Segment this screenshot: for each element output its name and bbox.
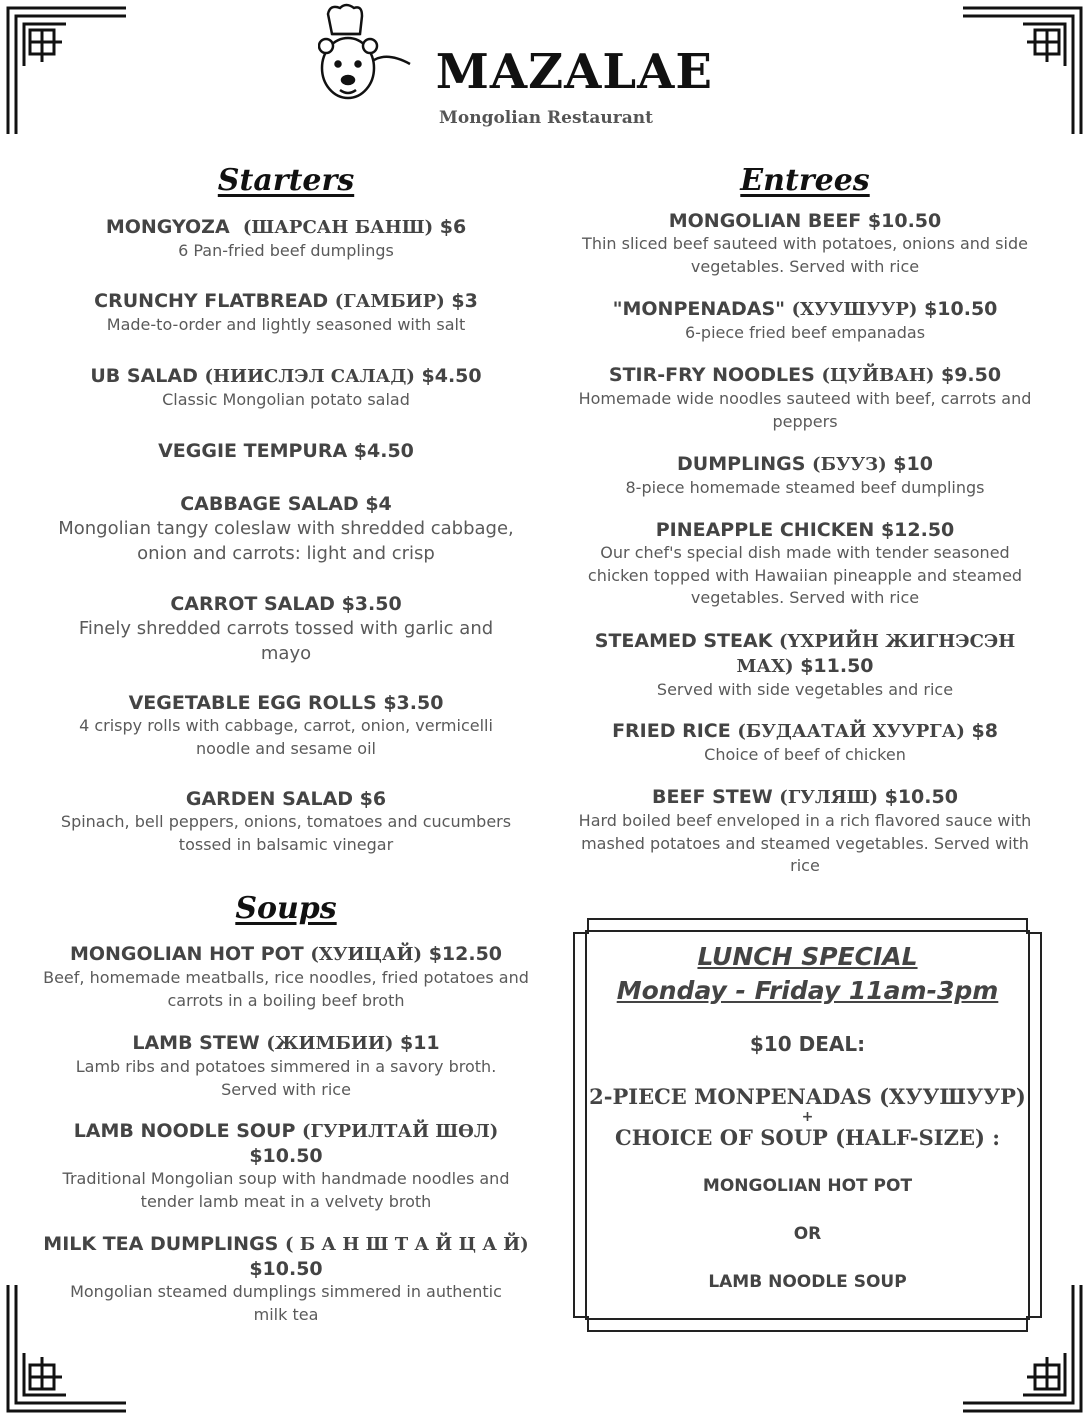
item-price: $11 xyxy=(399,1032,440,1054)
lunch-special-box xyxy=(570,915,1045,1335)
item-price: $9.50 xyxy=(940,364,1002,386)
menu-item-carrot-salad xyxy=(46,592,526,666)
item-price: $3 xyxy=(451,290,478,312)
item-name: MONGYOZA xyxy=(105,216,230,238)
item-name: CRUNCHY FLATBREAD xyxy=(94,290,329,312)
menu-item-stir-fry-noodles xyxy=(562,363,1048,433)
item-description: Spinach, bell peppers, onions, tomatoes and cucumbers tossed in balsamic vinegar xyxy=(60,812,512,854)
item-cyrillic: (ХУИЦАЙ) xyxy=(310,944,423,965)
item-description: 6-piece fried beef empanadas xyxy=(684,323,926,342)
item-description: Homemade wide noodles sauteed with beef, carrots and peppers xyxy=(578,389,1032,431)
lunch-option-lamb-noodle: LAMB NOODLE SOUP xyxy=(708,1272,907,1292)
item-cyrillic: (ГУРИЛТАЙ ШӨЛ) xyxy=(302,1121,499,1142)
menu-item-crunchy-flatbread xyxy=(40,289,532,337)
menu-item-garden-salad xyxy=(40,787,532,856)
item-description: Hard boiled beef enveloped in a rich flavored sauce with mashed potatoes and steamed vegetables. Served with rice xyxy=(578,811,1032,875)
item-price: $11.50 xyxy=(800,655,874,677)
item-name: STIR-FRY NOODLES xyxy=(608,364,815,386)
restaurant-logo xyxy=(318,2,718,137)
item-price: $12.50 xyxy=(428,943,503,965)
menu-item-ub-salad xyxy=(40,364,532,412)
item-name-line xyxy=(40,364,532,389)
item-description: Classic Mongolian potato salad xyxy=(162,390,410,409)
item-name-line xyxy=(40,691,532,715)
lunch-deal: $10 DEAL: xyxy=(749,1032,866,1056)
menu-item-cabbage-salad xyxy=(40,492,532,566)
item-description: Mongolian tangy coleslaw with shredded cabbage, onion and carrots: light and crisp xyxy=(58,518,514,564)
menu-item-mongolian-beef xyxy=(562,209,1048,278)
menu-item-mongyoza xyxy=(40,215,532,263)
item-price: $10.50 xyxy=(249,1258,323,1280)
item-name-line xyxy=(40,787,532,811)
item-cyrillic: (ЦУЙВАН) xyxy=(821,365,935,386)
lunch-line-soup: CHOICE OF SOUP (HALF-SIZE) : xyxy=(615,1125,1000,1150)
menu-item-fried-rice xyxy=(562,719,1048,767)
lunch-special-content xyxy=(570,915,1045,1292)
item-description: 6 Pan-fried beef dumplings xyxy=(178,241,394,260)
item-cyrillic: (НИИСЛЭЛ САЛАД) xyxy=(204,366,415,387)
item-name-line xyxy=(562,719,1048,744)
item-name: MILK TEA DUMPLINGS xyxy=(43,1233,279,1255)
item-cyrillic: (ХУУШУУР) xyxy=(791,299,918,320)
corner-ornament-top-left xyxy=(6,6,136,136)
item-name: CABBAGE SALAD xyxy=(180,493,359,515)
item-name: STEAMED STEAK xyxy=(594,630,773,652)
menu-item-lamb-noodle-soup xyxy=(40,1119,532,1213)
menu-item-lamb-stew xyxy=(40,1031,532,1101)
restaurant-name: MAZALAE xyxy=(435,44,713,100)
item-price: $3.50 xyxy=(383,692,444,714)
item-cyrillic: (ЖИМБИИ) xyxy=(266,1033,394,1054)
item-name: UB SALAD xyxy=(90,365,198,387)
item-name-line xyxy=(40,215,532,240)
item-name-line xyxy=(40,1031,532,1056)
item-name: LAMB NOODLE SOUP xyxy=(73,1120,296,1142)
item-price: $8 xyxy=(971,720,998,742)
item-name-line xyxy=(40,1119,532,1168)
menu-item-mongolian-hot-pot xyxy=(40,942,532,1012)
item-name: MONGOLIAN BEEF xyxy=(668,210,862,232)
item-price: $10.50 xyxy=(249,1145,323,1167)
lunch-plus: + xyxy=(801,1109,814,1125)
item-description: Our chef's special dish made with tender seasoned chicken topped with Hawaiian pineapple and steamed vegetables. Served with rice xyxy=(587,543,1023,607)
item-description: Lamb ribs and potatoes simmered in a savory broth. Served with rice xyxy=(75,1057,497,1099)
item-name-line xyxy=(40,492,532,516)
item-cyrillic: (ГУЛЯШ) xyxy=(779,787,878,808)
item-description: Made-to-order and lightly seasoned with salt xyxy=(106,315,466,334)
item-name: GARDEN SALAD xyxy=(185,788,354,810)
item-cyrillic: (ГАМБИР) xyxy=(334,291,445,312)
menu-item-vegetable-egg-rolls xyxy=(40,691,532,760)
item-description: Served with side vegetables and rice xyxy=(656,680,954,699)
item-description: 4 crispy rolls with cabbage, carrot, onion, vermicelli noodle and sesame oil xyxy=(79,716,493,758)
item-name: "MONPENADAS" xyxy=(612,298,786,320)
item-cyrillic: (БУУЗ) xyxy=(812,454,887,475)
menu-item-pineapple-chicken xyxy=(562,518,1048,610)
menu-item-steamed-steak xyxy=(562,629,1048,702)
item-name: MONGOLIAN HOT POT xyxy=(69,943,304,965)
item-description: Traditional Mongolian soup with handmade noodles and tender lamb meat in a velvety broth xyxy=(62,1169,510,1211)
lunch-option-or: OR xyxy=(793,1224,822,1244)
item-name: DUMPLINGS xyxy=(677,453,806,475)
item-description: Mongolian steamed dumplings simmered in authentic milk tea xyxy=(70,1282,502,1324)
item-name-line xyxy=(40,289,532,314)
item-name: VEGETABLE EGG ROLLS xyxy=(128,692,377,714)
item-name-line xyxy=(562,785,1048,810)
item-name: PINEAPPLE CHICKEN xyxy=(655,519,875,541)
item-description: Choice of beef of chicken xyxy=(704,745,906,764)
item-name-line xyxy=(562,452,1048,477)
item-name-line xyxy=(562,297,1048,322)
item-price: $4.50 xyxy=(353,440,414,462)
soups-title: Soups xyxy=(235,891,337,926)
item-cyrillic: ( Б А Н Ш Т А Й Ц А Й) xyxy=(285,1234,529,1255)
entrees-title: Entrees xyxy=(740,163,870,198)
item-name: CARROT SALAD xyxy=(170,593,335,615)
item-name-line xyxy=(562,209,1048,233)
item-description: 8-piece homemade steamed beef dumplings xyxy=(625,478,985,497)
lunch-special-days: Monday - Friday 11am-3pm xyxy=(616,976,999,1005)
item-name-line xyxy=(40,942,532,967)
item-price: $4 xyxy=(365,493,392,515)
item-price: $10.50 xyxy=(924,298,998,320)
item-name-line xyxy=(562,363,1048,388)
lunch-option-hot-pot: MONGOLIAN HOT POT xyxy=(702,1176,913,1196)
item-price: $6 xyxy=(439,216,467,238)
item-name-line xyxy=(562,518,1048,542)
item-name: LAMB STEW xyxy=(132,1032,260,1054)
restaurant-subtitle: Mongolian Restaurant xyxy=(439,108,653,128)
lunch-line-monpenadas: 2-PIECE MONPENADAS (ХУУШУУР) xyxy=(589,1084,1026,1109)
item-price: $10.50 xyxy=(867,210,942,232)
item-price: $12.50 xyxy=(880,519,955,541)
item-name-line xyxy=(40,439,532,463)
item-name-line xyxy=(562,629,1048,679)
item-description: Beef, homemade meatballs, rice noodles, fried potatoes and carrots in a boiling beef broth xyxy=(43,968,529,1010)
starters-title: Starters xyxy=(217,163,355,198)
item-price: $3.50 xyxy=(341,593,402,615)
item-price: $10 xyxy=(893,453,933,475)
item-description: Finely shredded carrots tossed with garlic and mayo xyxy=(78,618,494,664)
item-cyrillic: (ШАРСАН БАНШ) xyxy=(242,217,434,238)
item-price: $10.50 xyxy=(884,786,958,808)
item-description: Thin sliced beef sauteed with potatoes, onions and side vegetables. Served with rice xyxy=(582,234,1028,276)
menu-item-milk-tea-dumplings xyxy=(40,1232,532,1326)
menu-item-monpenadas xyxy=(562,297,1048,345)
menu-item-veggie-tempura xyxy=(40,439,532,463)
corner-ornament-top-right xyxy=(953,6,1083,136)
menu-item-beef-stew xyxy=(562,785,1048,878)
item-price: $6 xyxy=(359,788,387,810)
item-name: BEEF STEW xyxy=(652,786,773,808)
item-cyrillic: (ҮХРИЙН ЖИГНЭСЭН МАХ) xyxy=(736,631,1016,677)
lunch-special-title: LUNCH SPECIAL xyxy=(697,942,918,971)
item-name: FRIED RICE xyxy=(612,720,731,742)
menu-item-dumplings xyxy=(562,452,1048,500)
item-name-line xyxy=(40,1232,532,1281)
item-name: VEGGIE TEMPURA xyxy=(158,440,348,462)
item-name-line xyxy=(46,592,526,616)
item-price: $4.50 xyxy=(421,365,482,387)
item-cyrillic: (БУДААТАЙ ХУУРГА) xyxy=(737,721,965,742)
